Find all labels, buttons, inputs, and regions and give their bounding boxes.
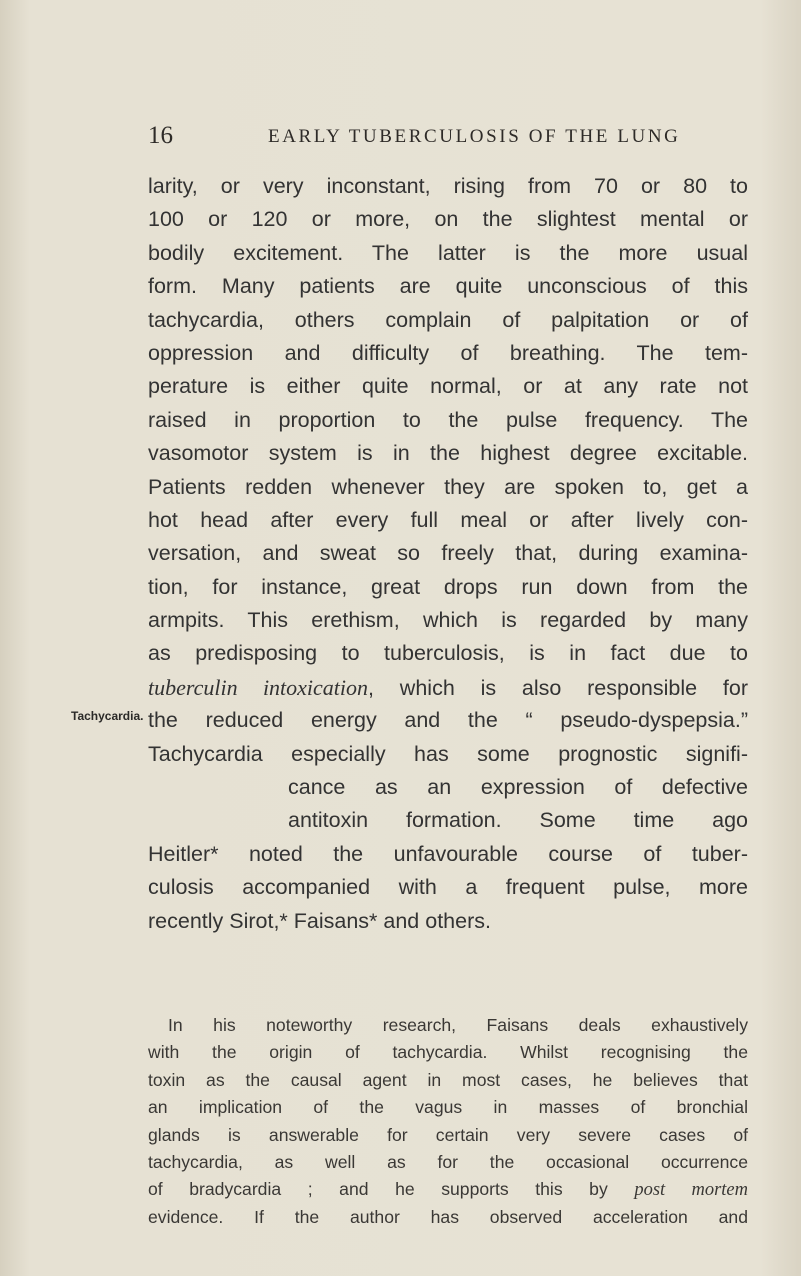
note-line: evidence. If the author has observed acceleration and (148, 1206, 748, 1227)
page-number: 16 (148, 122, 173, 149)
body-line: the reduced energy and the “ pseudo-dyspepsia.” (148, 708, 748, 733)
margin-note: Tachycardia. (71, 709, 144, 723)
note-line: toxin as the causal agent in most cases, he believes that (148, 1069, 748, 1090)
body-line: raised in proportion to the pulse frequency. The (148, 407, 748, 432)
body-line: vasomotor system is in the highest degree excitable. (148, 441, 748, 466)
running-head: EARLY TUBERCULOSIS OF THE LUNG (268, 126, 681, 147)
note-line: tachycardia, as well as for the occasional occurrence (148, 1151, 748, 1172)
body-line: Tachycardia especially has some prognostic signifi- (148, 741, 748, 766)
body-line: Heitler* noted the unfavourable course of tuber- (148, 841, 748, 866)
note-line: In his noteworthy research, Faisans deals exhaustively (168, 1015, 748, 1035)
body-line: bodily excitement. The latter is the more usual (148, 240, 748, 265)
body-line: as predisposing to tuberculosis, is in fact due to (148, 641, 748, 666)
note-line (148, 1176, 748, 1203)
body-line: antitoxin formation. Some time ago (288, 808, 748, 833)
body-line: Patients redden whenever they are spoken to, get a (148, 474, 748, 499)
italic-term: tuberculin intoxication (148, 674, 369, 700)
note-line-start: of bradycardia ; and he supports this by (148, 1179, 635, 1200)
body-line: tion, for instance, great drops run down from the (148, 574, 748, 599)
body-line: 100 or 120 or more, on the slightest mental or (148, 207, 748, 232)
note-line: glands is answerable for certain very severe cases of (148, 1124, 748, 1145)
body-line (148, 671, 748, 704)
body-line: versation, and sweat so freely that, during examina- (148, 541, 748, 566)
body-line: armpits. This erethism, which is regarded by many (148, 608, 748, 633)
body-line: larity, or very inconstant, rising from 70 or 80 to (148, 174, 748, 198)
note-line: with the origin of tachycardia. Whilst recognising the (148, 1042, 748, 1063)
body-line: tachycardia, others complain of palpitation or of (148, 307, 748, 332)
body-line: culosis accompanied with a frequent pulse, more (148, 875, 748, 900)
note-line: an implication of the vagus in masses of bronchial (148, 1097, 748, 1118)
body-text (148, 170, 748, 938)
body-line: cance as an expression of defective (288, 775, 748, 800)
body-line: form. Many patients are quite unconscious of this (148, 274, 748, 299)
body-line: recently Sirot,* Faisans* and others. (148, 908, 491, 933)
body-line-rest: , which is also responsible for (368, 675, 748, 700)
body-line: hot head after every full meal or after lively con- (148, 507, 748, 532)
body-line: oppression and difficulty of breathing. The tem- (148, 340, 748, 365)
body-line: perature is either quite normal, or at any rate not (148, 374, 748, 399)
page-header (148, 122, 708, 156)
footnote-paragraph (148, 1012, 748, 1231)
italic-term: post mortem (634, 1180, 748, 1201)
